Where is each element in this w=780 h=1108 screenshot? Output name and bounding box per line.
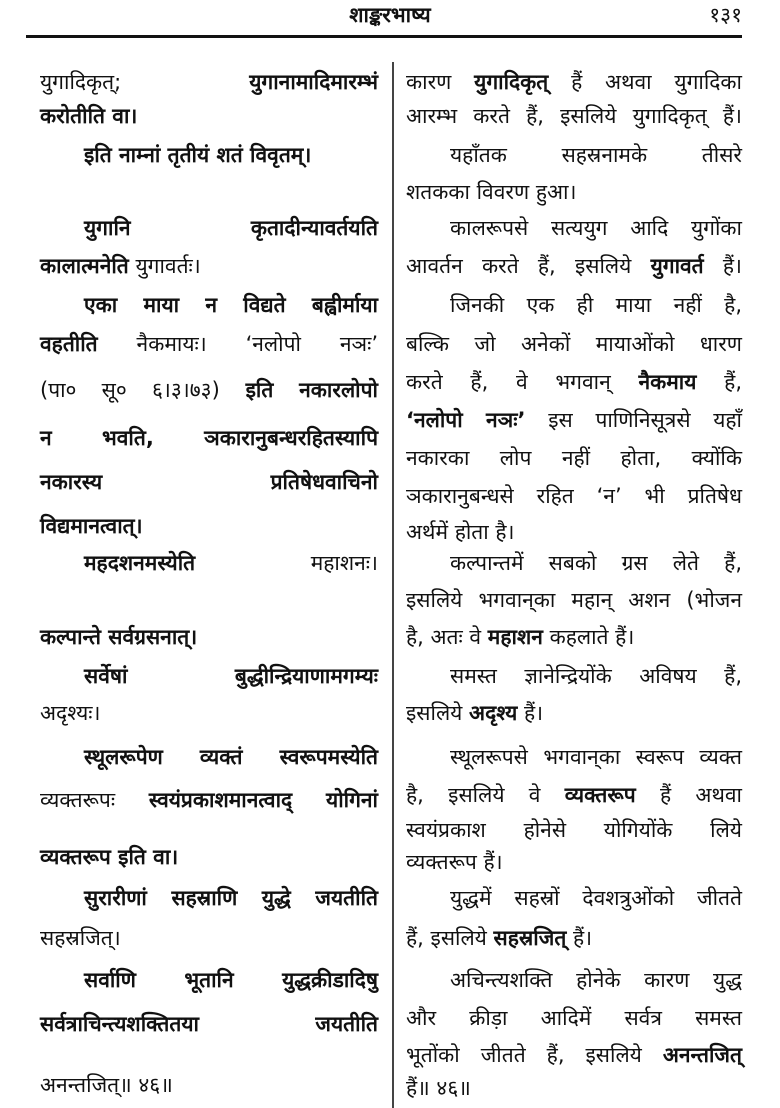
text-segment: युद्धमें सहस्रों देवशत्रुओंको जीतते bbox=[450, 886, 742, 910]
left-text-line bbox=[40, 548, 378, 578]
left-text-line bbox=[40, 423, 378, 453]
text-segment: भूतोंको जीतते हैं, इसलिये bbox=[406, 1043, 663, 1067]
right-text-line bbox=[406, 965, 742, 995]
left-text-line bbox=[40, 329, 378, 359]
text-segment: बल्कि जो अनेकों मायाओंको धारण bbox=[406, 332, 742, 356]
left-text-line bbox=[40, 622, 378, 652]
text-segment: स्थूलरूपसे भगवान्‌का स्वरूप व्यक्त bbox=[450, 745, 742, 769]
text-segment: हैं। bbox=[566, 926, 593, 950]
text-segment: हैं, इसलिये bbox=[406, 926, 494, 950]
text-segment: है, इसलिये वे bbox=[406, 783, 565, 807]
text-segment: कालरूपसे सत्ययुग आदि युगोंका bbox=[450, 216, 742, 240]
text-segment: युगादिकृत्; bbox=[40, 70, 122, 94]
right-text-line bbox=[406, 742, 742, 772]
text-segment: समस्त ज्ञानेन्द्रियोंके अविषय हैं, bbox=[450, 664, 742, 688]
text-segment: जिनकी एक ही माया नहीं है, bbox=[450, 293, 742, 317]
text-segment: और क्रीड़ा आदिमें सर्वत्र समस्त bbox=[406, 1006, 742, 1030]
text-segment: आवर्तन करते हैं, इसलिये bbox=[406, 254, 651, 278]
text-segment: इस पाणिनिसूत्रसे यहाँ bbox=[525, 408, 742, 432]
right-text-line bbox=[406, 1040, 742, 1070]
right-text-line bbox=[406, 1003, 742, 1033]
left-text-line bbox=[40, 923, 378, 953]
text-segment: हैं, bbox=[696, 370, 742, 394]
text-segment: अनन्तजित्॥ ४६॥ bbox=[40, 1073, 173, 1097]
right-text-line bbox=[406, 329, 742, 359]
bold-text-segment: सुरारीणां सहस्राणि युद्धे जयतीति bbox=[84, 886, 378, 910]
text-segment: (पा० सू० ६।३।७३) bbox=[40, 378, 220, 402]
text-segment: स्वयंप्रकाश होनेसे योगियोंके लिये bbox=[406, 818, 742, 842]
bold-text-segment: नैकमाय bbox=[638, 370, 697, 394]
text-segment: शतकका विवरण हुआ। bbox=[406, 180, 577, 204]
bold-text-segment: एका माया न विद्यते बह्वीर्माया bbox=[84, 293, 378, 317]
bold-text-segment: इति नाम्नां तृतीयं शतं विवृतम्। bbox=[84, 143, 312, 167]
left-text-line bbox=[40, 511, 378, 541]
bold-text-segment: स्वयंप्रकाशमानत्वाद् योगिनां bbox=[115, 788, 378, 812]
right-text-line bbox=[406, 661, 742, 691]
bold-text-segment: व्यक्तरूप इति वा। bbox=[40, 845, 179, 869]
column-divider bbox=[392, 62, 394, 1108]
bold-text-segment: व्यक्तरूप bbox=[564, 783, 636, 807]
text-segment: इसलिये bbox=[406, 701, 470, 725]
bold-text-segment: कालात्मनेति bbox=[40, 254, 129, 278]
text-segment: युगावर्तः। bbox=[128, 254, 201, 278]
right-text-line bbox=[406, 251, 742, 281]
bold-text-segment: युगानि कृतादीन्यावर्तयति bbox=[84, 216, 378, 240]
right-text-line bbox=[406, 101, 742, 131]
left-text-line bbox=[40, 965, 378, 995]
bold-text-segment: युगानामादिमारम्भं bbox=[121, 70, 378, 94]
right-text-line bbox=[406, 1073, 742, 1103]
running-header-title: शाङ्करभाष्य bbox=[349, 3, 431, 27]
bold-text-segment: युगावर्त bbox=[650, 254, 704, 278]
text-segment: हैं॥ ४६॥ bbox=[406, 1076, 471, 1100]
bold-text-segment: सर्वेषां बुद्धीन्द्रियाणामगम्यः bbox=[84, 664, 378, 688]
text-segment: नैकमायः। ‘नलोपो नञः’ bbox=[97, 332, 378, 356]
left-text-line bbox=[40, 842, 378, 872]
text-segment: है, अतः वे bbox=[406, 625, 488, 649]
bold-text-segment: महाशन bbox=[487, 625, 543, 649]
right-text-line bbox=[406, 481, 742, 511]
text-segment: कारण bbox=[406, 70, 475, 94]
left-text-line bbox=[40, 290, 378, 320]
bold-text-segment: सर्वाणि भूतानि युद्धक्रीडादिषु bbox=[84, 968, 378, 992]
text-segment: आरम्भ करते हैं, इसलिये युगादिकृत् हैं। bbox=[406, 104, 742, 128]
text-segment: कहलाते हैं। bbox=[542, 625, 635, 649]
bold-text-segment: विद्यमानत्वात्। bbox=[40, 514, 143, 538]
right-text-line bbox=[406, 847, 742, 877]
text-segment: कल्पान्तमें सबको ग्रस लेते हैं, bbox=[450, 551, 742, 575]
bold-text-segment: ‘नलोपो नञः’ bbox=[406, 408, 526, 432]
right-text-line bbox=[406, 698, 742, 728]
text-segment: हैं। bbox=[703, 254, 742, 278]
left-text-line bbox=[40, 1070, 378, 1100]
right-text-line bbox=[406, 780, 742, 810]
text-segment: सहस्रजित्। bbox=[40, 926, 121, 950]
text-segment: हैं अथवा युगादिका bbox=[548, 70, 742, 94]
right-text-line bbox=[406, 405, 742, 435]
right-text-line bbox=[406, 67, 742, 97]
left-text-line bbox=[40, 251, 378, 281]
left-text-line bbox=[40, 67, 378, 97]
text-segment: यहाँतक सहस्रनामके तीसरे bbox=[450, 143, 742, 167]
right-text-line bbox=[406, 883, 742, 913]
page-number: १३१ bbox=[709, 3, 742, 27]
left-text-line bbox=[40, 213, 378, 243]
right-text-line bbox=[406, 923, 742, 953]
right-text-line bbox=[406, 213, 742, 243]
right-text-line bbox=[406, 815, 742, 845]
text-segment: अचिन्त्यशक्ति होनेके कारण युद्ध bbox=[450, 968, 742, 992]
header-rule bbox=[26, 35, 742, 38]
text-segment: नकारका लोप नहीं होता, क्योंकि bbox=[406, 446, 742, 470]
bold-text-segment: कल्पान्ते सर्वग्रसनात्। bbox=[40, 625, 198, 649]
left-text-line bbox=[40, 661, 378, 691]
text-segment: अदृश्यः। bbox=[40, 701, 101, 725]
text-segment: हैं। bbox=[517, 701, 544, 725]
text-segment: महाशनः। bbox=[195, 551, 378, 575]
bold-text-segment: वहतीति bbox=[40, 332, 98, 356]
right-text-line bbox=[406, 585, 742, 615]
bold-text-segment: अनन्तजित् bbox=[662, 1043, 742, 1067]
bold-text-segment: युगादिकृत् bbox=[474, 70, 549, 94]
left-text-line bbox=[40, 375, 378, 405]
left-text-line bbox=[40, 101, 378, 131]
left-text-line bbox=[40, 140, 378, 170]
bold-text-segment: करोतीति वा। bbox=[40, 104, 138, 128]
bold-text-segment: महदशनमस्येति bbox=[84, 551, 196, 575]
left-text-line bbox=[40, 1009, 378, 1039]
bold-text-segment: न भवति, ञकारानुबन्धरहितस्यापि bbox=[40, 426, 378, 450]
left-text-line bbox=[40, 742, 378, 772]
right-text-line bbox=[406, 290, 742, 320]
right-text-line bbox=[406, 443, 742, 473]
bold-text-segment: सहस्रजित् bbox=[493, 926, 567, 950]
left-text-line bbox=[40, 467, 378, 497]
text-segment: ञकारानुबन्धसे रहित ‘न’ भी प्रतिषेध bbox=[406, 484, 742, 508]
right-text-line bbox=[406, 367, 742, 397]
left-text-line bbox=[40, 698, 378, 728]
text-segment: व्यक्तरूप हैं। bbox=[406, 850, 503, 874]
right-text-line bbox=[406, 548, 742, 578]
right-text-line bbox=[406, 140, 742, 170]
right-text-line bbox=[406, 177, 742, 207]
right-text-line bbox=[406, 622, 742, 652]
bold-text-segment: नकारस्य प्रतिषेधवाचिनो bbox=[40, 470, 378, 494]
text-segment: हैं अथवा bbox=[635, 783, 742, 807]
text-segment: अर्थमें होता है। bbox=[406, 520, 515, 544]
text-segment: इसलिये भगवान्‌का महान् अशन (भोजन bbox=[406, 588, 742, 612]
left-text-line bbox=[40, 883, 378, 913]
left-text-line bbox=[40, 785, 378, 815]
text-segment: व्यक्तरूपः bbox=[40, 788, 116, 812]
right-text-line bbox=[406, 517, 742, 547]
text-segment: करते हैं, वे भगवान् bbox=[406, 370, 639, 394]
bold-text-segment: इति नकारलोपो bbox=[219, 378, 378, 402]
bold-text-segment: स्थूलरूपेण व्यक्तं स्वरूपमस्येति bbox=[84, 745, 378, 769]
bold-text-segment: सर्वत्राचिन्त्यशक्तितया जयतीति bbox=[40, 1012, 378, 1036]
bold-text-segment: अदृश्य bbox=[469, 701, 518, 725]
